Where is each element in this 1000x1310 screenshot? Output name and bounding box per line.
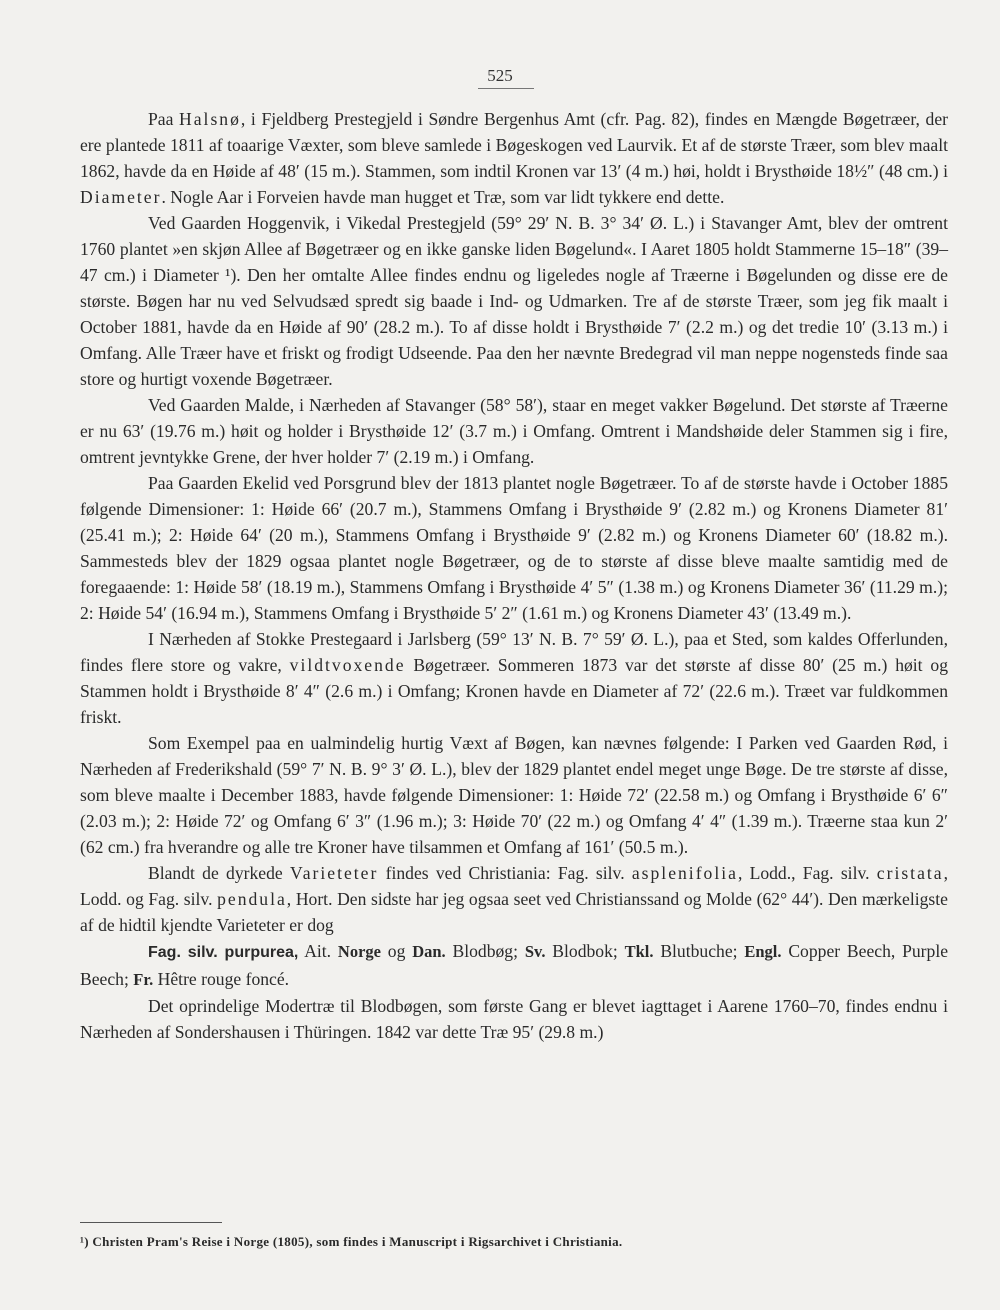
emphasized-text: Fag. silv. purpurea, bbox=[148, 944, 299, 961]
paragraph bbox=[80, 860, 948, 938]
paragraph bbox=[80, 392, 948, 470]
text-run: Blandt de dyrkede bbox=[148, 863, 290, 883]
text-run: og bbox=[380, 941, 413, 961]
emphasized-text: Engl. bbox=[744, 942, 782, 961]
text-run: Ved Gaarden Malde, i Nærheden af Stavanger (58° 58′), staar en meget vakker Bøgelund. Det største af Træerne er nu 63′ (19.76 m.) høit og holder i Brysthøide 12′ (3.7 m.) i Omfang. Omtrent i Mandshøide deler Stammen sig i fire, omtrent jevntykke Grene, der hver holder 7′ (2.19 m.) i Omfang. bbox=[80, 395, 948, 467]
emphasized-text: cristata bbox=[876, 863, 944, 883]
text-run: Paa Gaarden Ekelid ved Porsgrund blev der 1813 plantet nogle Bøgetræer. To af de største havde i October 1885 følgende Dimensioner: 1: Høide 66′ (20.7 m.), Stammens Omfang i Brysthøide 9′ (2.82 m.) og Kronens Diameter 81′ (25.41 m.); 2: Høide 64′ (20 m.), Stammens Omfang i Brysthøide 9′ (2.82 m.) og Kronens Diameter 60′ (18.82 m.). Sammesteds blev der 1829 ogsaa plantet nogle Bøgetræer, og de to største af disse bleve maalte samtidig med de foregaaende: 1: Høide 58′ (18.19 m.), Stammens Omfang i Brysthøide 4′ 5″ (1.38 m.) og Kronens Diameter 36′ (11.29 m.); 2: Høide 54′ (16.94 m.), Stammens Omfang i Brysthøide 5′ 2″ (1.61 m.) og Kronens Diameter 43′ (13.49 m.). bbox=[80, 473, 948, 623]
emphasized-text: Tkl. bbox=[624, 942, 654, 961]
emphasized-text: Norge bbox=[337, 942, 381, 961]
emphasized-text: Sv. bbox=[524, 942, 546, 961]
text-run: Paa bbox=[148, 109, 180, 129]
text-run: I Nærheden af Stokke Prestegaard i Jarlsberg (59° 13′ N. B. 7° 59′ Ø. L.), paa et Sted, som kaldes Offerlunden, findes flere store og vakre, bbox=[80, 629, 948, 675]
footnote-rule bbox=[80, 1222, 222, 1223]
text-run: Det oprindelige Modertræ til Blodbøgen, som første Gang er blevet iagttaget i Aarene 1760–70, findes endnu i Nærheden af Sondershausen i Thüringen. 1842 var dette Træ 95′ (29.8 m.) bbox=[80, 996, 948, 1042]
paragraph bbox=[80, 993, 948, 1045]
text-run: Blodbøg; bbox=[445, 941, 525, 961]
text-run: , Lodd. og Fag. silv. bbox=[80, 863, 948, 909]
emphasized-text: Fr. bbox=[133, 970, 154, 989]
footnote: ¹) Christen Pram's Reise i Norge (1805), som findes i Manuscript i Rigsarchivet i Christiania. bbox=[80, 1234, 623, 1249]
paragraph bbox=[80, 626, 948, 730]
emphasized-text: Dan. bbox=[412, 942, 446, 961]
paragraph bbox=[80, 106, 948, 210]
text-run: Blutbuche; bbox=[653, 941, 745, 961]
text-run: Bøgetræer. Sommeren 1873 var det største af disse 80′ (25 m.) høit og Stammen holdt i Brysthøide 8′ 4″ (2.6 m.) i Omfang; Kronen havde en Diameter af 72′ (22.6 m.). Træet var fuldkommen friskt. bbox=[80, 655, 948, 727]
emphasized-text: vildtvoxende bbox=[289, 655, 406, 675]
emphasized-text: pendula bbox=[217, 889, 287, 909]
text-run: , i Fjeldberg Prestegjeld i Søndre Bergenhus Amt (cfr. Pag. 82), findes en Mængde Bøgetræer, der ere plantede 1811 af toaarige Væxter, som bleve samlede i Bøgeskogen ved Laurvik. Et af de største Træer, som blev maalt 1862, havde da en Høide af 48′ (15 m.). Stammen, som indtil Kronen var 13′ (4 m.) høi, holdt i Brysthøide 18½″ (48 cm.) i bbox=[80, 109, 948, 181]
text-run: , Lodd., Fag. silv. bbox=[737, 863, 877, 883]
text-run: Blodbok; bbox=[545, 941, 625, 961]
page-number-rule bbox=[478, 88, 534, 89]
page-number: 525 bbox=[487, 66, 513, 85]
emphasized-text: Varieteter bbox=[289, 863, 379, 883]
text-run: Ved Gaarden Hoggenvik, i Vikedal Prestegjeld (59° 29′ N. B. 3° 34′ Ø. L.) i Stavanger Amt, blev der omtrent 1760 plantet »en skjøn Allee af Bøgetræer og en ikke ganske liden Bøgelund«. I Aaret 1805 holdt Stammerne 15–18″ (39–47 cm.) i Diameter ¹). Den her omtalte Allee findes endnu og ligeledes nogle af Træerne i Bøgelunden og disse ere de største. Bøgen har nu ved Selvudsæd spredt sig baade i Ind- og Udmarken. Tre af de største Træer, som jeg fik maalt i October 1881, havde da en Høide af 90′ (28.2 m.). To af disse holdt i Brysthøide 7′ (2.2 m.) og det tredie 10′ (3.13 m.) i Omfang. Alle Træer have et friskt og frodigt Udseende. Paa den her nævnte Bredegrad vil man neppe nogensteds finde saa store og hurtigt voxende Bøgetræer. bbox=[80, 213, 948, 389]
emphasized-text: Halsnø bbox=[179, 109, 241, 129]
text-run: Ait. bbox=[298, 941, 338, 961]
text-run: Hêtre rouge foncé. bbox=[153, 969, 290, 989]
paragraph bbox=[80, 470, 948, 626]
emphasized-text: Diameter bbox=[80, 187, 162, 207]
paragraph bbox=[80, 210, 948, 392]
text-run: Som Exempel paa en ualmindelig hurtig Væxt af Bøgen, kan nævnes følgende: I Parken ved Gaarden Rød, i Nærheden af Frederikshald (59° 7′ N. B. 9° 3′ Ø. L.), blev der 1829 plantet endel meget unge Bøge. De tre største af disse, som bleve maalte i December 1883, havde følgende Dimensioner: 1: Høide 72′ (22.58 m.) og Omfang i Brysthøide 6′ 6″ (2.03 m.); 2: Høide 72′ og Omfang 6′ 3″ (1.96 m.); 3: Høide 70′ (22 m.) og Omfang 4′ 4″ (1.39 m.). Træerne staa kun 2′ (62 cm.) fra hverandre og alle tre Kroner have tilsammen et Omfang af 161′ (50.5 m.). bbox=[80, 733, 948, 857]
text-run: findes ved Christiania: Fag. silv. bbox=[378, 863, 632, 883]
paragraph bbox=[80, 730, 948, 860]
text-run: , Hort. Den sidste har jeg ogsaa seet ved Christianssand og Molde (62° 44′). Den mærkeligste af de hidtil kjendte Varieteter er dog bbox=[80, 889, 948, 935]
paragraph bbox=[80, 938, 948, 993]
emphasized-text: asplenifolia bbox=[631, 863, 738, 883]
body-text bbox=[80, 106, 948, 1045]
text-run: . Nogle Aar i Forveien havde man hugget et Træ, som var lidt tykkere end dette. bbox=[161, 187, 725, 207]
text-run: Copper Beech, Purple Beech; bbox=[80, 941, 949, 989]
